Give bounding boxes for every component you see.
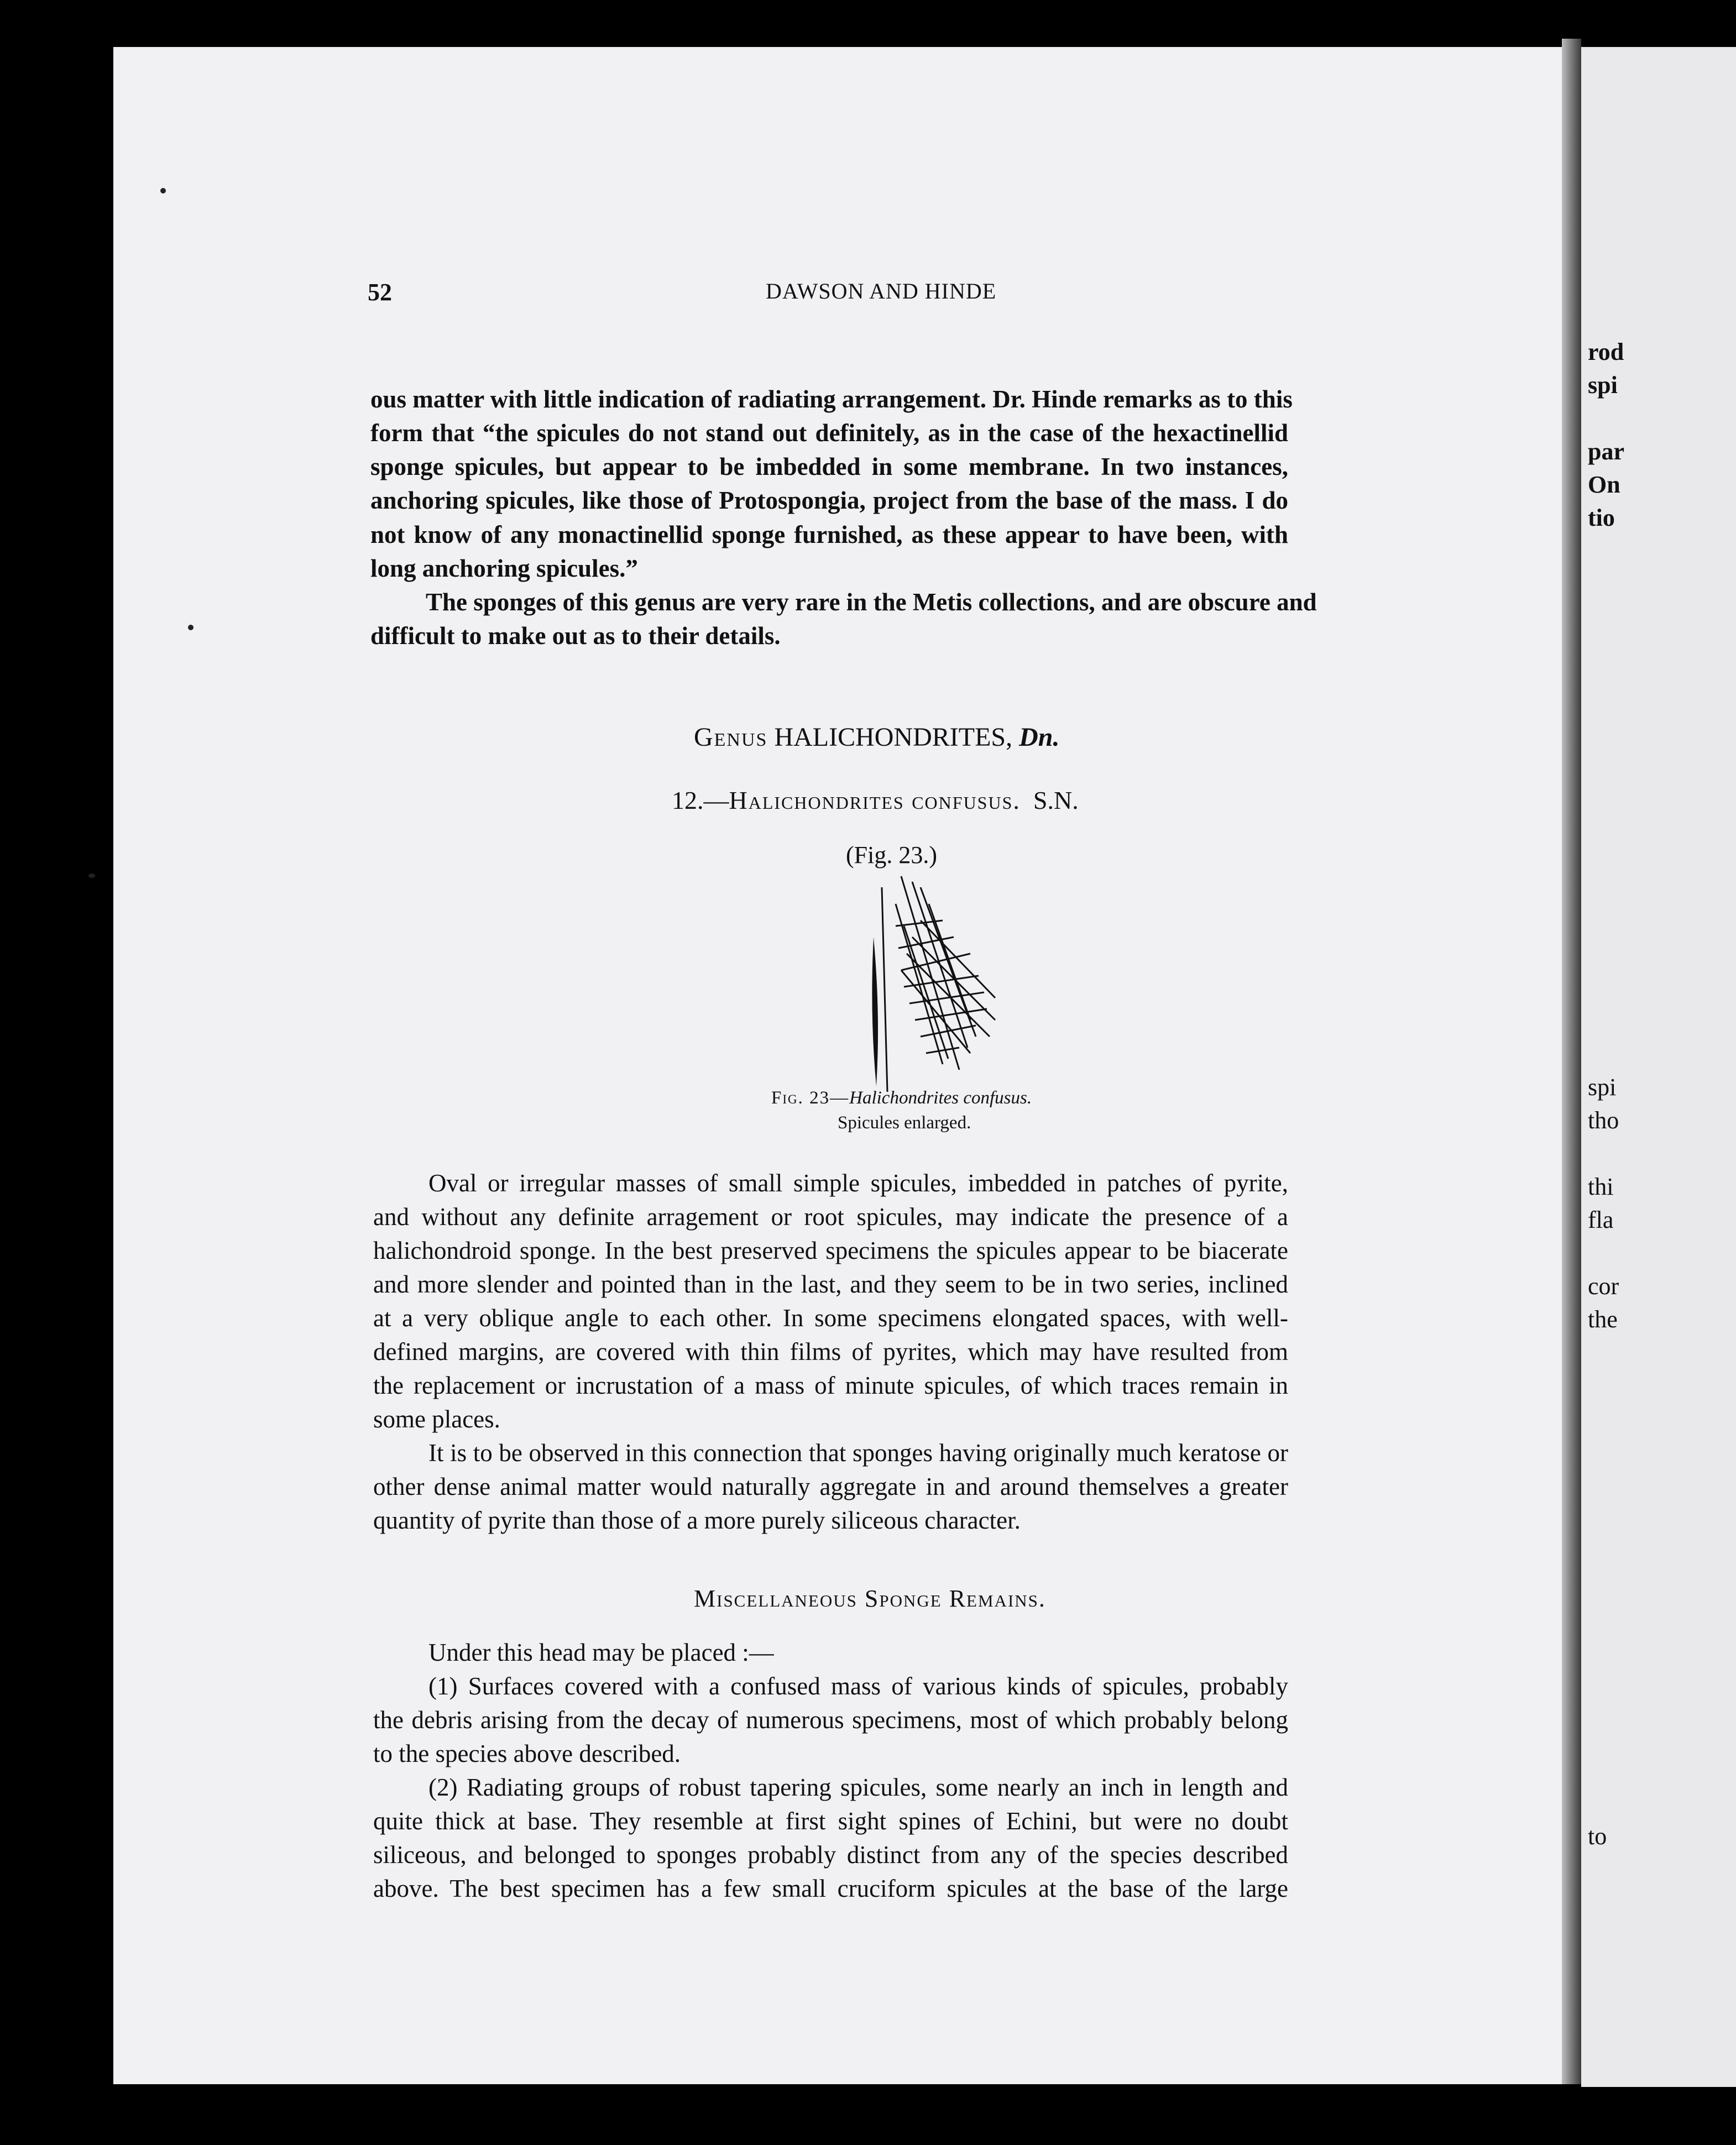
genus-heading bbox=[694, 724, 1059, 751]
scan-speck bbox=[160, 188, 166, 193]
figure-caption-line2: Spicules enlarged. bbox=[838, 1113, 971, 1133]
text-line: other dense animal matter would naturally aggregate in and around themselves a greater bbox=[373, 1473, 1288, 1500]
text-line: long anchoring spicules.” bbox=[370, 554, 638, 582]
text-line: and more slender and pointed than in the last, and they seem to be in two series, inclined bbox=[373, 1270, 1288, 1298]
caption-label: Fig. 23— bbox=[771, 1088, 850, 1108]
figure-reference: (Fig. 23.) bbox=[846, 841, 937, 869]
text-line: (1) Surfaces covered with a confused mass of various kinds of spicules, probably bbox=[428, 1672, 1288, 1700]
text-line: the debris arising from the decay of numerous specimens, most of which probably belong bbox=[373, 1706, 1288, 1734]
text-line: It is to be observed in this connection that sponges having originally much keratose or bbox=[428, 1439, 1288, 1467]
figure-caption-line1 bbox=[771, 1089, 1032, 1107]
figure-23-spicules bbox=[777, 871, 1009, 1092]
text-line: difficult to make out as to their details. bbox=[370, 622, 781, 650]
running-title: DAWSON AND HINDE bbox=[766, 279, 997, 304]
page-number: 52 bbox=[368, 279, 392, 306]
adjacent-page-fragment: thi bbox=[1588, 1173, 1614, 1200]
adjacent-page-fragment: cor bbox=[1588, 1273, 1619, 1300]
species-name: Halichondrites confusus. bbox=[729, 786, 1021, 814]
adjacent-page-fragment: par bbox=[1588, 438, 1624, 465]
text-line: defined margins, are covered with thin films of pyrites, which may have resulted from bbox=[373, 1338, 1288, 1366]
scan-speck bbox=[88, 873, 95, 878]
adjacent-page-fragment: spi bbox=[1588, 1074, 1617, 1101]
adjacent-page-fragment: to bbox=[1588, 1823, 1607, 1850]
text-line: the replacement or incrustation of a mass of minute spicules, of which traces remain in bbox=[373, 1372, 1288, 1399]
text-line: not know of any monactinellid sponge furnished, as these appear to have been, with bbox=[370, 521, 1288, 548]
text-line: Under this head may be placed :— bbox=[428, 1639, 774, 1666]
genus-author: Dn. bbox=[1019, 723, 1060, 752]
text-line: anchoring spicules, like those of Protospongia, project from the base of the mass. I do bbox=[370, 486, 1288, 514]
spicule-slender bbox=[882, 887, 887, 1092]
species-heading bbox=[672, 788, 1079, 813]
species-number: 12.— bbox=[672, 786, 729, 814]
text-line: at a very oblique angle to each other. In some specimens elongated spaces, with well- bbox=[373, 1304, 1288, 1332]
text-line: Oval or irregular masses of small simple spicules, imbedded in patches of pyrite, bbox=[428, 1169, 1288, 1197]
text-line: sponge spicules, but appear to be imbedded in some membrane. In two instances, bbox=[370, 453, 1288, 480]
caption-species: Halichondrites confusus. bbox=[849, 1088, 1032, 1108]
adjacent-page-fragment: On bbox=[1588, 471, 1620, 498]
text-line: to the species above described. bbox=[373, 1740, 681, 1767]
spicule-fusiform bbox=[872, 937, 878, 1086]
text-line: and without any definite arragement or root spicules, may indicate the presence of a bbox=[373, 1203, 1288, 1231]
text-line: (2) Radiating groups of robust tapering spicules, some nearly an inch in length and bbox=[428, 1773, 1288, 1801]
species-note: S.N. bbox=[1033, 786, 1079, 814]
genus-prefix: Genus bbox=[694, 723, 768, 752]
spicule-mesh bbox=[896, 876, 995, 1070]
text-line: some places. bbox=[373, 1405, 500, 1433]
adjacent-page-fragment: tio bbox=[1588, 504, 1615, 531]
adjacent-page-fragment: fla bbox=[1588, 1206, 1614, 1233]
text-line: The sponges of this genus are very rare in the Metis collections, and are obscure and bbox=[426, 588, 1317, 616]
text-line: quantity of pyrite than those of a more purely siliceous character. bbox=[373, 1506, 1021, 1534]
adjacent-page-fragment: spi bbox=[1588, 372, 1618, 399]
misc-heading: Miscellaneous Sponge Remains. bbox=[694, 1585, 1046, 1612]
text-line: halichondroid sponge. In the best preserved specimens the spicules appear to be biacerate bbox=[373, 1237, 1288, 1264]
text-line: ous matter with little indication of radiating arrangement. Dr. Hinde remarks as to this bbox=[370, 385, 1293, 413]
adjacent-page-fragment: rod bbox=[1588, 338, 1624, 365]
genus-name: HALICHONDRITES, bbox=[774, 723, 1013, 752]
text-line: form that “the spicules do not stand out definitely, as in the case of the hexactinellid bbox=[370, 419, 1288, 447]
text-line: above. The best specimen has a few small cruciform spicules at the base of the large bbox=[373, 1875, 1288, 1902]
adjacent-page-edge bbox=[1581, 47, 1736, 2087]
adjacent-page-fragment: the bbox=[1588, 1306, 1618, 1333]
page-fold-shadow bbox=[1562, 39, 1581, 2084]
adjacent-page-fragment: tho bbox=[1588, 1107, 1619, 1134]
text-line: quite thick at base. They resemble at first sight spines of Echini, but were no doubt bbox=[373, 1807, 1288, 1835]
text-line: siliceous, and belonged to sponges probably distinct from any of the species described bbox=[373, 1841, 1288, 1869]
scan-speck bbox=[188, 625, 194, 630]
book-page bbox=[113, 47, 1562, 2084]
